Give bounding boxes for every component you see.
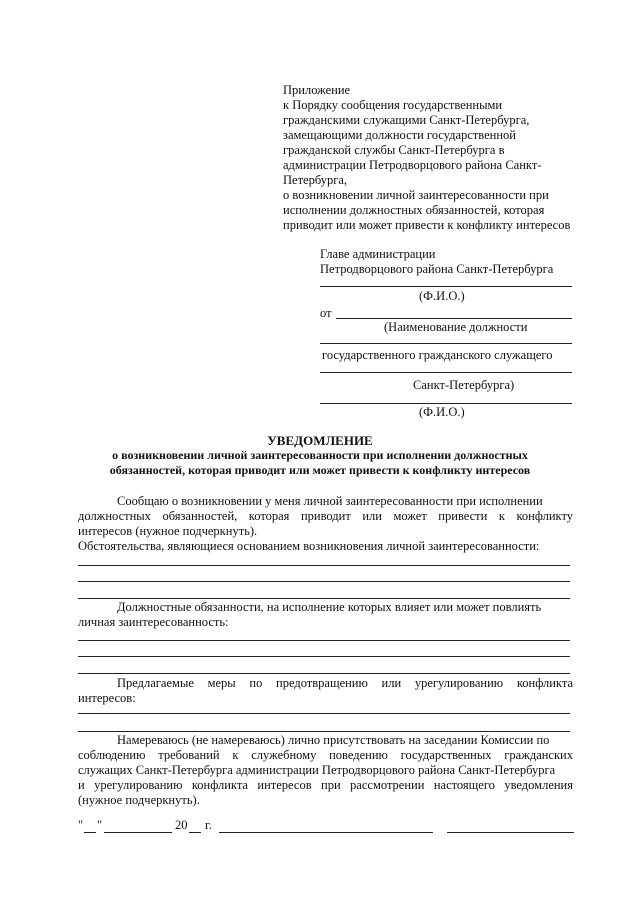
appendix-line: Петербурга, [283, 173, 348, 187]
measures-field-2[interactable] [78, 731, 570, 732]
appendix-line: гражданской службы Санкт-Петербурга в [283, 143, 505, 157]
date-year-suffix: г. [205, 818, 212, 832]
paragraph-1-line-2: должностных обязанностей, которая приводит или может привести к конфликту [78, 509, 573, 523]
duties-label-2: личная заинтересованность: [78, 615, 229, 629]
measures-label-2: интересов: [78, 691, 136, 705]
appendix-line: гражданскими служащими Санкт-Петербурга, [283, 113, 530, 127]
fio-field-2[interactable] [320, 403, 572, 404]
intent-line-5: (нужное подчеркнуть). [78, 793, 200, 807]
appendix-line: администрации Петродворцового района Санкт- [283, 158, 542, 172]
date-close-quote: " [97, 818, 103, 832]
circumstances-field-1[interactable] [78, 565, 570, 566]
duties-field-1[interactable] [78, 640, 570, 641]
duties-field-3[interactable] [78, 673, 570, 674]
appendix-line: замещающими должности государственной [283, 128, 516, 142]
circumstances-label: Обстоятельства, являющиеся основанием возникновения личной заинтересованности: [78, 539, 540, 553]
date-month-field[interactable] [104, 832, 172, 833]
from-label: от [320, 306, 332, 320]
measures-label-1: Предлагаемые меры по предотвращению или урегулированию конфликта [117, 676, 573, 690]
appendix-line: о возникновении личной заинтересованности при [283, 188, 549, 202]
position-caption-2: государственного гражданского служащего [322, 348, 553, 362]
paragraph-1-line-1: Сообщаю о возникновении у меня личной заинтересованности при исполнении [117, 494, 543, 508]
document-subtitle-2: обязанностей, которая приводит или может привести к конфликту интересов [109, 463, 531, 477]
signature-field[interactable] [219, 832, 433, 833]
intent-line-4: и урегулированию конфликта интересов при рассмотрении настоящего уведомления [78, 778, 573, 792]
date-day-field[interactable] [84, 832, 96, 833]
position-caption-3: Санкт-Петербурга) [413, 378, 515, 392]
sender-field[interactable] [336, 318, 572, 319]
fio-caption: (Ф.И.О.) [419, 289, 465, 303]
appendix-line: Приложение [283, 83, 351, 97]
circumstances-field-2[interactable] [78, 581, 570, 582]
addressee-title: Главе администрации [320, 247, 436, 261]
appendix-line: исполнении должностных обязанностей, которая [283, 203, 545, 217]
signature-name-field[interactable] [447, 832, 574, 833]
appendix-line: приводит или может привести к конфликту интересов [283, 218, 571, 232]
appendix-line: к Порядку сообщения государственными [283, 98, 503, 112]
intent-line-2: соблюдению требований к служебному поведению государственных гражданских [78, 748, 573, 762]
circumstances-field-3[interactable] [78, 598, 570, 599]
intent-line-1: Намереваюсь (не намереваюсь) лично присутствовать на заседании Комиссии по [117, 733, 550, 747]
addressee-fio-field[interactable] [320, 286, 572, 287]
duties-field-2[interactable] [78, 656, 570, 657]
intent-line-3: служащих Санкт-Петербурга администрации Петродворцового района Санкт-Петербурга [78, 763, 556, 777]
document-subtitle-1: о возникновении личной заинтересованности при исполнении должностных [112, 448, 528, 462]
position-caption: (Наименование должности [384, 320, 528, 334]
duties-label-1: Должностные обязанности, на исполнение которых влияет или может повлиять [117, 600, 542, 614]
document-title: УВЕДОМЛЕНИЕ [267, 433, 373, 448]
date-year-field[interactable] [189, 832, 201, 833]
position-field[interactable] [320, 343, 572, 344]
date-open-quote: " [78, 818, 84, 832]
paragraph-1-line-3: интересов (нужное подчеркнуть). [78, 524, 258, 538]
position-field-2[interactable] [320, 372, 572, 373]
date-year-prefix: 20 [175, 818, 188, 832]
fio-caption-2: (Ф.И.О.) [419, 405, 465, 419]
addressee-district: Петродворцового района Санкт-Петербурга [320, 262, 554, 276]
measures-field-1[interactable] [78, 713, 570, 714]
